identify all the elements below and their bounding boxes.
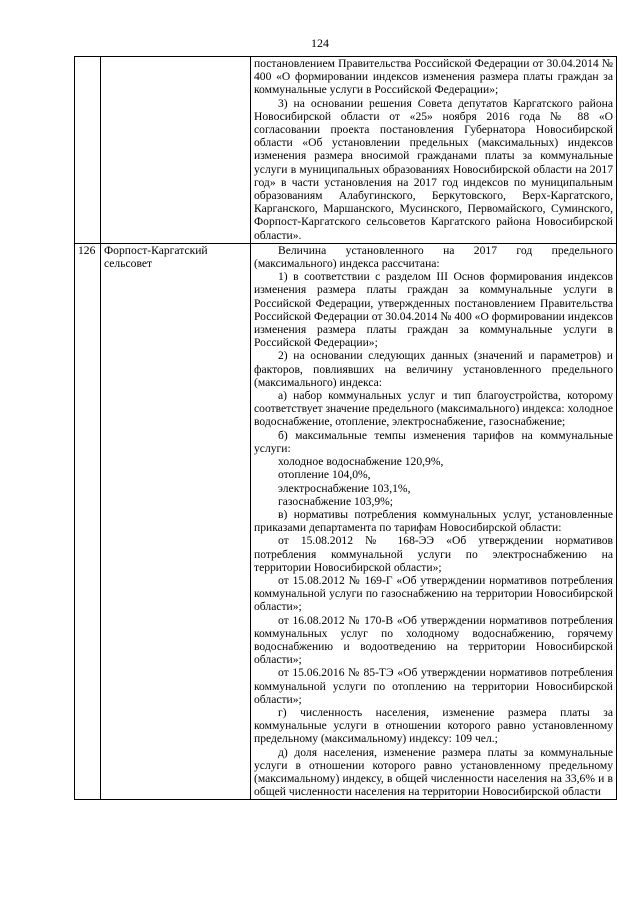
paragraph: постановлением Правительства Российской Федерации от 30.04.2014 № 400 «О формировании индексов изменения размера платы граждан за коммунальные услуги в Российской Федерации»;: [254, 57, 613, 97]
paragraph: 3) на основании решения Совета депутатов Каргатского района Новосибирской области от «25» ноября 2016 года № 88 «О согласовании проекта постановления Губернатора Новосибирской области «Об установлении предельных (максимальных) индексов изменения размера вносимой гражданами платы за коммунальные услуги в муниципальных образованиях Новосибирской области на 2017 год» в части установления на 2017 год индексов по муниципальным образованиям Алабугинского, Беркутовского, Верх-Каргатского, Карганского, Маршанского, Мусинского, Первомайского, Суминского, Форпост-Каргатского сельсоветов Каргатского района Новосибирской области».: [254, 96, 613, 242]
paragraph: от 15.08.2012 № 169-Г «Об утверждении нормативов потребления коммунальной услуги по газоснабжению на территории Новосибирской области»;: [254, 573, 613, 614]
municipality-name: Форпост-Каргатский сельсовет: [101, 243, 251, 800]
municipality-name: [101, 57, 251, 244]
paragraph: а) набор коммунальных услуг и тип благоустройства, которому соответствует значение предельного (максимального) индекса: холодное водоснабжение, отопление, электроснабжение, газоснабжение;: [254, 389, 613, 429]
paragraph: 1) в соответствии с разделом III Основ формирования индексов изменения размера платы граждан за коммунальные услуги в Российской Федерации, утвержденных постановлением Правительства Российской Федерации от 30.04.2014 № 400 «О формировании индексов изменения размера платы граждан за коммунальные услуги в Российской Федерации»;: [254, 270, 613, 350]
paragraph: отопление 104,0%,: [278, 468, 371, 482]
paragraph: г) численность населения, изменение размера платы за коммунальные услуги в отношении которого равно установленному предельному (максимальному) индексу: 109 чел.;: [254, 705, 613, 746]
paragraph: в) нормативы потребления коммунальных услуг, установленные приказами департамента по тарифам Новосибирской области:: [254, 507, 613, 535]
table-body: [75, 57, 617, 800]
justification-text: [251, 57, 617, 244]
table-row: [75, 243, 617, 800]
page-number: 124: [311, 36, 329, 50]
paragraph: от 16.08.2012 № 170-В «Об утверждении нормативов потребления коммунальных услуг по холодному водоснабжению, горячему водоснабжению и водоотведению на территории Новосибирской области»;: [254, 613, 613, 667]
paragraph: Величина установленного на 2017 год предельного (максимального) индекса рассчитана:: [254, 243, 613, 271]
row-number: [75, 57, 101, 244]
justification-text: [251, 243, 617, 800]
paragraph: б) максимальные темпы изменения тарифов на коммунальные услуги:: [254, 428, 613, 455]
paragraph: д) доля населения, изменение размера платы за коммунальные услуги в отношении которого равно установленному предельному (максимальному) индексу, в общей численности населения на 33,6% и в общей численности населения на территории Новосибирской области: [254, 745, 613, 799]
document-table: [74, 56, 617, 800]
paragraph: от 15.08.2012 № 168-ЭЭ «Об утверждении нормативов потребления коммунальной услуги по электроснабжению на территории Новосибирской области»;: [254, 534, 613, 574]
paragraph: холодное водоснабжение 120,9%,: [278, 455, 444, 469]
paragraph: электроснабжение 103,1%,: [278, 481, 411, 495]
table-row: [75, 57, 617, 244]
paragraph: 2) на основании следующих данных (значений и параметров) и факторов, повлиявших на величину установленного предельного (максимального) индекса:: [254, 349, 613, 389]
paragraph: от 15.06.2016 № 85-ТЭ «Об утверждении нормативов потребления коммунальной услуги по отоплению на территории Новосибирской области»;: [254, 666, 613, 706]
row-number: 126: [75, 243, 101, 800]
paragraph: газоснабжение 103,9%;: [278, 494, 394, 508]
